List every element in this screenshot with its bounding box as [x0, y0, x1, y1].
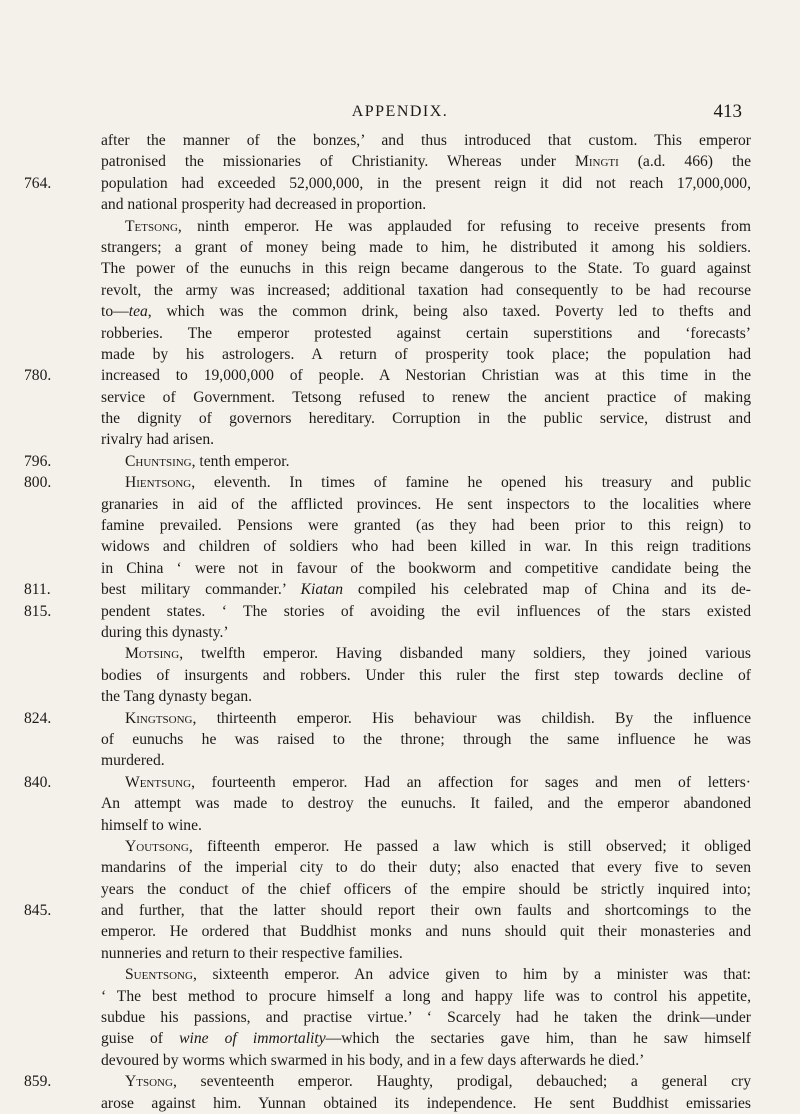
text-line: [0, 643, 800, 664]
text-run: increased to 19,000,000 of people. A Nestorian Christian was at this time in the: [101, 367, 751, 385]
text-line: [0, 237, 800, 258]
text-run: famine prevailed. Pensions were granted (as they had been prior to this reign) to: [101, 517, 751, 535]
line-text: [101, 194, 751, 215]
text-run: revolt, the army was increased; additional taxation had consequently to be had recourse: [101, 281, 751, 299]
line-text: [101, 729, 751, 750]
line-text: [101, 921, 751, 942]
text-run: , ninth emperor. He was applauded for refusing to receive presents from: [177, 217, 751, 235]
text-line: [0, 729, 800, 750]
text-line: [0, 1007, 800, 1028]
text-line: [0, 879, 800, 900]
line-text: [101, 601, 751, 622]
text-run: pendent states. ‘ The stories of avoiding the evil influences of the stars existed: [101, 602, 751, 620]
emperor-name: Tetsong: [125, 217, 178, 235]
emperor-name: Kingtsong: [125, 709, 193, 727]
line-text: [125, 451, 751, 472]
text-run: , which was the common drink, being also taxed. Poverty led to thefts and: [147, 303, 751, 321]
margin-year: 845.: [24, 902, 52, 920]
line-text: [101, 879, 751, 900]
text-line: [0, 921, 800, 942]
text-run: patronised the missionaries of Christianity. Whereas under: [101, 153, 575, 171]
text-run: the Tang dynasty began.: [101, 688, 253, 706]
margin-year: 811.: [24, 581, 51, 599]
text-line: [0, 815, 800, 836]
line-text: [101, 943, 751, 964]
text-line: [0, 429, 800, 450]
text-line: [0, 750, 800, 771]
text-line: [0, 986, 800, 1007]
text-line: [0, 686, 800, 707]
text-run: to—: [101, 303, 129, 321]
text-line: [0, 900, 800, 921]
margin-year: 815.: [24, 602, 52, 620]
text-run: , eleventh. In times of famine he opened his treasury and public: [191, 474, 751, 492]
text-line: [0, 943, 800, 964]
running-head: [0, 101, 800, 125]
line-text: [101, 408, 751, 429]
text-run: , fourteenth emperor. Had an affection for sages and men of letters·: [191, 773, 751, 791]
line-text: [101, 986, 751, 1007]
italic-term: tea: [128, 303, 148, 321]
line-text: [101, 301, 751, 322]
line-text: [101, 387, 751, 408]
text-line: [0, 194, 800, 215]
line-text: [101, 151, 751, 172]
text-run: bodies of insurgents and robbers. Under this ruler the first step towards decline of: [101, 666, 751, 684]
text-run: mandarins of the imperial city to do their duty; also enacted that every five to seven: [101, 859, 751, 877]
emperor-name: Mingti: [574, 153, 619, 171]
text-run: made by his astrologers. A return of prosperity took place; the population had: [101, 345, 751, 363]
running-head-title: APPENDIX.: [351, 103, 449, 120]
text-line: [0, 515, 800, 536]
text-run: the dignity of governors hereditary. Corruption in the public service, distrust and: [101, 410, 751, 428]
text-run: widows and children of soldiers who had been killed in war. In this reign traditions: [101, 538, 751, 556]
text-run: , twelfth emperor. Having disbanded many soldiers, they joined various: [179, 645, 751, 663]
text-run: in China ‘ were not in favour of the bookworm and competitive candidate being the: [101, 559, 751, 577]
line-text: [101, 494, 751, 515]
text-line: [0, 151, 800, 172]
line-text: [101, 173, 751, 194]
text-run: An attempt was made to destroy the eunuchs. It failed, and the emperor abandoned: [101, 795, 751, 813]
text-run: during this dynasty.’: [101, 623, 229, 641]
text-line: [0, 601, 800, 622]
text-line: [0, 964, 800, 985]
text-line: [0, 323, 800, 344]
text-line: [0, 301, 800, 322]
line-text: [101, 323, 751, 344]
text-line: [0, 280, 800, 301]
text-run: population had exceeded 52,000,000, in the present reign it did not reach 17,000,000,: [101, 174, 751, 192]
text-run: strangers; a grant of money being made to him, he distributed it among his soldiers.: [101, 238, 751, 256]
margin-year: 824.: [24, 709, 52, 727]
line-text: [101, 622, 751, 643]
margin-year: 859.: [24, 1073, 52, 1091]
text-line: [0, 258, 800, 279]
text-line: [0, 665, 800, 686]
emperor-name: Motsing: [125, 645, 180, 663]
line-text: [125, 216, 751, 237]
text-line: [0, 130, 800, 151]
page-number: 413: [713, 101, 742, 122]
text-run: best military commander.’: [101, 581, 301, 599]
line-text: [101, 793, 751, 814]
text-line: [0, 579, 800, 600]
text-run: himself to wine.: [101, 816, 202, 834]
text-run: emperor. He ordered that Buddhist monks and nuns should quit their monasteries and: [101, 923, 751, 941]
line-text: [125, 472, 751, 493]
italic-term: wine of immortality: [179, 1030, 326, 1048]
text-line: [0, 536, 800, 557]
line-text: [101, 1007, 751, 1028]
line-text: [101, 1028, 751, 1049]
body-text: [0, 130, 800, 1114]
text-run: and national prosperity had decreased in proportion.: [101, 196, 427, 214]
text-line: [0, 344, 800, 365]
text-line: [0, 408, 800, 429]
text-run: The power of the eunuchs in this reign became dangerous to the State. To guard against: [101, 260, 751, 278]
text-line: [0, 793, 800, 814]
margin-year: 840.: [24, 773, 52, 791]
margin-year: 796.: [24, 452, 52, 470]
text-run: , thirteenth emperor. His behaviour was childish. By the influence: [192, 709, 751, 727]
text-line: [0, 173, 800, 194]
text-run: nunneries and return to their respective families.: [101, 944, 403, 962]
text-run: after the manner of the bonzes,’ and thus introduced that custom. This emperor: [101, 132, 751, 149]
line-text: [101, 579, 751, 600]
text-run: robberies. The emperor protested against certain superstitions and ‘forecasts’: [101, 324, 751, 342]
text-run: service of Government. Tetsong refused to renew the ancient practice of making: [101, 388, 751, 406]
line-text: [125, 772, 751, 793]
line-text: [101, 686, 751, 707]
italic-term: Kiatan: [300, 581, 344, 599]
text-line: [0, 558, 800, 579]
line-text: [101, 130, 751, 151]
text-line: [0, 622, 800, 643]
text-run: , fifteenth emperor. He passed a law which is still observed; it obliged: [188, 837, 751, 855]
line-text: [101, 1093, 751, 1114]
text-run: and further, that the latter should report their own faults and shortcomings to the: [101, 902, 751, 920]
line-text: [125, 964, 751, 985]
line-text: [101, 1050, 751, 1071]
text-line: [0, 857, 800, 878]
emperor-name: Chuntsing: [125, 452, 192, 470]
margin-year: 764.: [24, 174, 52, 192]
emperor-name: Hientsong: [125, 474, 192, 492]
line-text: [125, 836, 751, 857]
text-line: [0, 451, 800, 472]
text-run: compiled his celebrated map of China and its de-: [343, 581, 751, 599]
text-run: years the conduct of the chief officers of the empire should be strictly inquired into;: [101, 880, 751, 898]
text-run: arose against him. Yunnan obtained its independence. He sent Buddhist emissaries: [101, 1094, 751, 1112]
text-run: subdue his passions, and practise virtue.’ ‘ Scarcely had he taken the drink—under: [101, 1009, 751, 1027]
text-run: murdered.: [101, 752, 165, 770]
emperor-name: Suentsong: [125, 966, 193, 984]
text-line: [0, 494, 800, 515]
text-line: [0, 387, 800, 408]
emperor-name: Ytsong: [125, 1073, 173, 1091]
text-line: [0, 472, 800, 493]
text-line: [0, 708, 800, 729]
text-run: —which the sectaries gave him, than he saw himself: [325, 1030, 751, 1048]
line-text: [101, 515, 751, 536]
text-run: (a.d. 466) the: [618, 153, 752, 171]
line-text: [101, 258, 751, 279]
text-line: [0, 1028, 800, 1049]
line-text: [101, 536, 751, 557]
line-text: [125, 1071, 751, 1092]
margin-year: 780.: [24, 367, 52, 385]
margin-year: 800.: [24, 474, 52, 492]
emperor-name: Wentsung: [125, 773, 192, 791]
text-run: ‘ The best method to procure himself a long and happy life was to control his appetite,: [101, 987, 751, 1005]
text-line: [0, 1050, 800, 1071]
text-run: granaries in aid of the afflicted provinces. He sent inspectors to the localities where: [101, 495, 751, 513]
line-text: [125, 708, 751, 729]
text-line: [0, 1093, 800, 1114]
line-text: [101, 429, 751, 450]
line-text: [101, 237, 751, 258]
text-run: of eunuchs he was raised to the throne; through the same influence he was: [101, 730, 751, 748]
line-text: [101, 815, 751, 836]
text-line: [0, 365, 800, 386]
text-line: [0, 836, 800, 857]
text-line: [0, 772, 800, 793]
line-text: [125, 643, 751, 664]
line-text: [101, 280, 751, 301]
text-line: [0, 216, 800, 237]
text-run: rivalry had arisen.: [101, 431, 215, 449]
line-text: [101, 365, 751, 386]
line-text: [101, 857, 751, 878]
line-text: [101, 665, 751, 686]
text-run: , seventeenth emperor. Haughty, prodigal, debauched; a general cry: [172, 1073, 751, 1091]
line-text: [101, 558, 751, 579]
line-text: [101, 344, 751, 365]
line-text: [101, 750, 751, 771]
line-text: [101, 900, 751, 921]
text-run: , tenth emperor.: [191, 452, 290, 470]
text-run: devoured by worms which swarmed in his body, and in a few days afterwards he died.’: [101, 1051, 645, 1069]
text-run: guise of: [101, 1030, 180, 1048]
text-run: , sixteenth emperor. An advice given to him by a minister was that:: [192, 966, 751, 984]
text-line: [0, 1071, 800, 1092]
emperor-name: Youtsong: [125, 837, 189, 855]
